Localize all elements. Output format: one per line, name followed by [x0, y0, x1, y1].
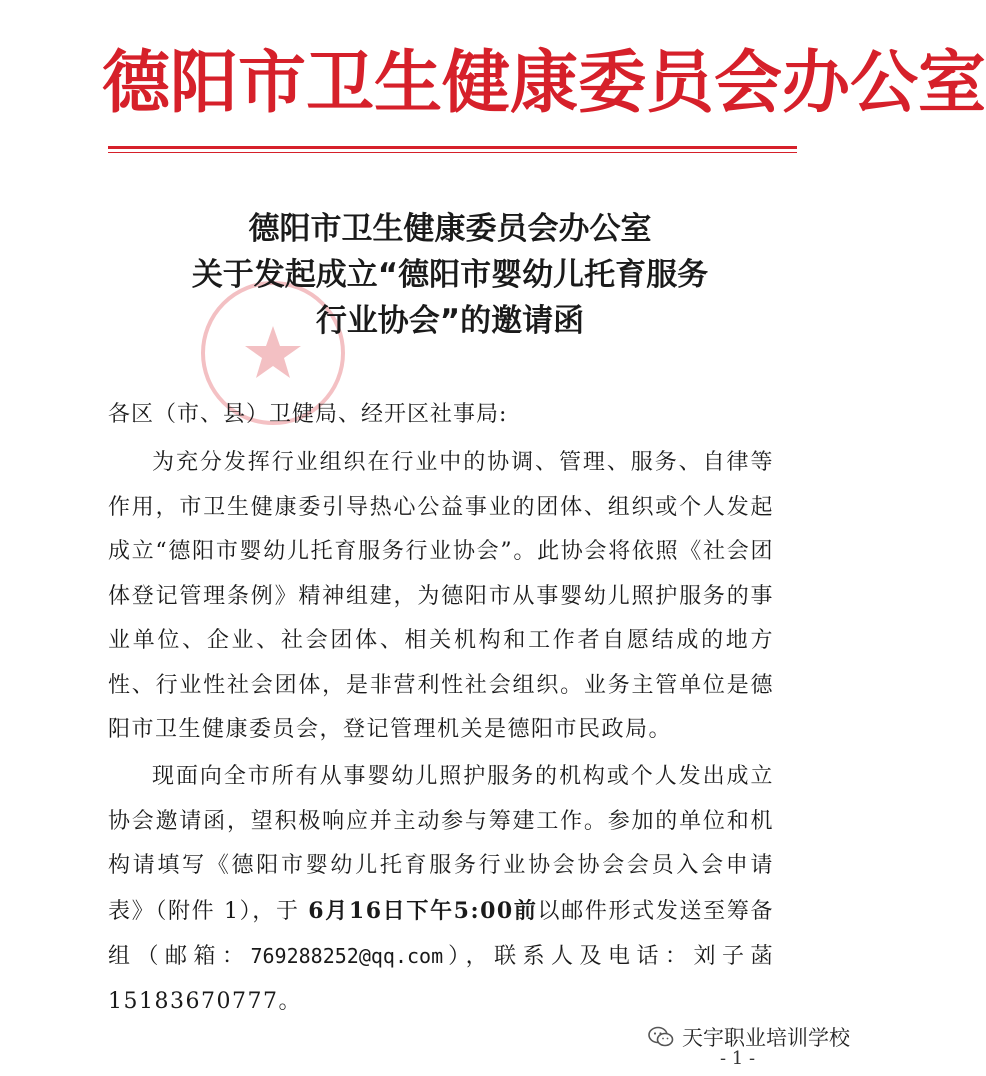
page-number: - 1 -: [720, 1048, 756, 1069]
paragraph-2-text-c: ），联系人及电话：刘子菡: [443, 944, 774, 969]
letterhead-red-rule: [108, 146, 797, 149]
body-paragraph-1: 为充分发挥行业组织在行业中的协调、管理、服务、自律等作用，市卫生健康委引导热心公益事业的团体、组织或个人发起成立“德阳市婴幼儿托育服务行业协会”。此协会将依照《社会团体登记管理条例》精神组建，为德阳市从事婴幼儿照护服务的事业单位、企业、社会团体、相关机构和工作者自愿结成的地方性、行业性社会团体，是非营利性社会组织。业务主管单位是德阳市卫生健康委员会，登记管理机关是德阳市民政局。: [108, 450, 774, 742]
paragraph-2-text-d: 。: [278, 988, 302, 1014]
body-paragraph-2: [108, 755, 774, 1024]
letterhead-title: 德阳市卫生健康委员会办公室: [102, 44, 986, 123]
paragraph-2-text-a: 现面向全市所有从事婴幼儿照护服务的机构或个人发出成立协会邀请函，望积极响应并主动参与筹建工作。参加的单位和机构请填写《德阳市婴幼儿托育服务行业协会协会会员入会申请表》（附件 1），于: [108, 764, 774, 924]
document-title-line-2: 关于发起成立“德阳市婴幼儿托育服务: [191, 257, 709, 293]
letterhead-red-rule-thin: [108, 152, 797, 153]
document-title-line-3: 行业协会”的邀请函: [315, 303, 585, 339]
deadline-text: 6月16日下午5:00前: [308, 897, 538, 924]
wechat-icon: [648, 1026, 674, 1048]
paragraph-2-text-b: 以邮件形式发送至筹备组（邮箱：: [108, 898, 774, 969]
salutation: 各区（市、县）卫健局、经开区社事局:: [108, 402, 508, 427]
email-address: 769288252@qq.com: [250, 944, 444, 968]
document-title-line-1: 德阳市卫生健康委员会办公室: [248, 211, 652, 247]
contact-phone: 15183670777: [108, 988, 279, 1014]
watermark-text: 天宇职业培训学校: [682, 1026, 850, 1050]
